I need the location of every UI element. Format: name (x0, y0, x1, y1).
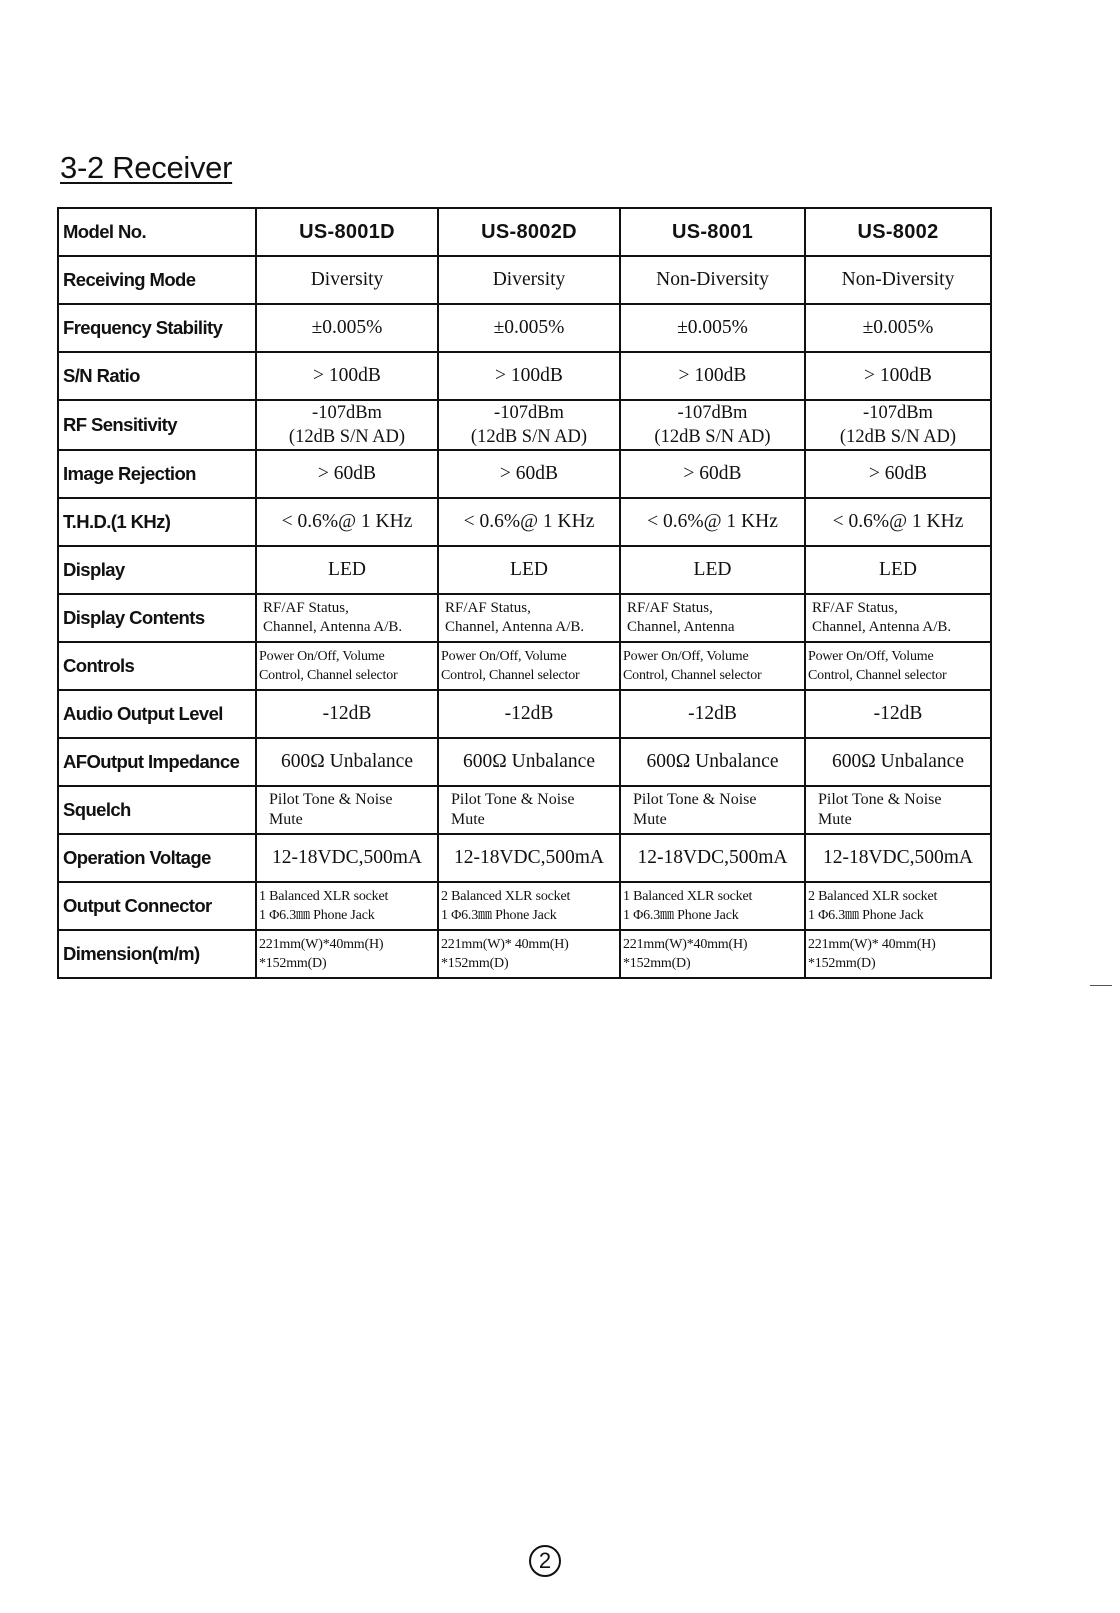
spec-value-line: Pilot Tone & Noise (269, 791, 393, 808)
row-label: Display Contents (58, 594, 256, 642)
spec-value-line: 1 Φ6.3㎜ Phone Jack (259, 908, 375, 923)
spec-value-line: LED (510, 559, 548, 580)
spec-value-line: < 0.6%@ 1 KHz (463, 511, 595, 532)
spec-value (256, 738, 438, 786)
spec-row (58, 690, 991, 738)
page-number: 2 (529, 1545, 561, 1577)
row-label: Output Connector (58, 882, 256, 930)
model-header: US-8002D (438, 208, 620, 256)
spec-value-line: Pilot Tone & Noise (633, 791, 757, 808)
spec-value (620, 546, 805, 594)
spec-value-line: Channel, Antenna (627, 619, 735, 635)
spec-value-line: < 0.6%@ 1 KHz (647, 511, 778, 532)
spec-value (620, 930, 805, 978)
spec-value-line: > 60dB (499, 463, 559, 484)
spec-value (256, 450, 438, 498)
spec-value-line: 12-18VDC,500mA (822, 847, 974, 868)
spec-value-line: Non-Diversity (841, 269, 955, 290)
spec-value-line: (12dB S/N AD) (288, 427, 406, 447)
spec-value (805, 834, 991, 882)
spec-value-line: < 0.6%@ 1 KHz (832, 511, 964, 532)
spec-value-line: Power On/Off, Volume (808, 649, 934, 664)
spec-value-line: Channel, Antenna A/B. (445, 619, 585, 635)
spec-value (256, 930, 438, 978)
row-label: Audio Output Level (58, 690, 256, 738)
spec-value (256, 642, 438, 690)
spec-row (58, 930, 991, 978)
spec-value-line: *152mm(D) (441, 956, 509, 971)
spec-value-line: *152mm(D) (259, 956, 327, 971)
spec-value (805, 498, 991, 546)
spec-value-line: Mute (451, 811, 485, 828)
spec-value-line: *152mm(D) (808, 956, 876, 971)
spec-value-line: 1 Φ6.3㎜ Phone Jack (441, 908, 557, 923)
spec-value-line: Non-Diversity (656, 269, 769, 290)
spec-value (438, 304, 620, 352)
row-label: Frequency Stability (58, 304, 256, 352)
row-label: T.H.D.(1 KHz) (58, 498, 256, 546)
spec-value-line: Power On/Off, Volume (623, 649, 749, 664)
spec-value (438, 882, 620, 930)
row-label: AFOutput Impedance (58, 738, 256, 786)
spec-value-line: RF/AF Status, (812, 600, 898, 616)
spec-value-line: -107dBm (494, 403, 564, 423)
row-label: Model No. (58, 208, 256, 256)
spec-value-line: 12-18VDC,500mA (271, 847, 423, 868)
spec-value-line: Channel, Antenna A/B. (812, 619, 952, 635)
spec-value-line: 221mm(W)*40mm(H) (259, 937, 384, 952)
spec-value (805, 594, 991, 642)
spec-value (805, 546, 991, 594)
spec-value (620, 352, 805, 400)
spec-value (438, 400, 620, 450)
spec-value (620, 256, 805, 304)
spec-value (256, 352, 438, 400)
spec-value-line: Mute (269, 811, 303, 828)
row-label: S/N Ratio (58, 352, 256, 400)
spec-value-line: -107dBm (312, 403, 382, 423)
row-label: Dimension(m/m) (58, 930, 256, 978)
spec-value-line: RF/AF Status, (445, 600, 531, 616)
spec-value (620, 498, 805, 546)
spec-value (620, 882, 805, 930)
spec-value (256, 498, 438, 546)
spec-value (256, 786, 438, 834)
spec-row (58, 498, 991, 546)
page-title: 3-2 Receiver (60, 150, 233, 185)
spec-value (805, 352, 991, 400)
spec-value (256, 256, 438, 304)
spec-value-line: 600Ω Unbalance (463, 751, 595, 772)
spec-rows (58, 256, 991, 978)
spec-value (805, 690, 991, 738)
spec-value (438, 546, 620, 594)
receiver-spec-table (57, 207, 992, 979)
spec-value-line: 221mm(W)* 40mm(H) (808, 937, 936, 952)
spec-value (620, 304, 805, 352)
spec-value-line: -12dB (688, 703, 737, 724)
spec-value-line: (12dB S/N AD) (470, 427, 588, 447)
spec-value-line: 12-18VDC,500mA (453, 847, 605, 868)
spec-value-line: 1 Balanced XLR socket (259, 889, 389, 904)
model-header: US-8001 (620, 208, 805, 256)
margin-mark (1090, 985, 1112, 986)
spec-value-line: ±0.005% (677, 317, 748, 338)
spec-value (256, 546, 438, 594)
row-label: RF Sensitivity (58, 400, 256, 450)
spec-value-line: ±0.005% (311, 317, 383, 338)
spec-value-line: Mute (818, 811, 852, 828)
spec-value (805, 642, 991, 690)
spec-value-line: Pilot Tone & Noise (451, 791, 575, 808)
spec-value (620, 690, 805, 738)
spec-value (805, 786, 991, 834)
spec-value-line: Power On/Off, Volume (441, 649, 567, 664)
row-label: Display (58, 546, 256, 594)
row-label: Operation Voltage (58, 834, 256, 882)
spec-value (256, 594, 438, 642)
spec-value-line: 12-18VDC,500mA (637, 847, 788, 868)
spec-value (256, 834, 438, 882)
spec-value-line: > 100dB (678, 365, 747, 386)
spec-value-line: Control, Channel selector (441, 668, 580, 683)
spec-row (58, 352, 991, 400)
spec-value-line: (12dB S/N AD) (839, 427, 957, 447)
spec-value (438, 930, 620, 978)
spec-value-line: 600Ω Unbalance (646, 751, 779, 772)
spec-row (58, 594, 991, 642)
spec-value-line: RF/AF Status, (263, 600, 349, 616)
spec-row (58, 400, 991, 450)
spec-row (58, 642, 991, 690)
spec-value-line: 1 Φ6.3㎜ Phone Jack (808, 908, 924, 923)
spec-row (58, 738, 991, 786)
spec-row (58, 882, 991, 930)
spec-value (805, 738, 991, 786)
spec-value-line: Diversity (492, 269, 566, 290)
spec-value (805, 930, 991, 978)
spec-value-line: -107dBm (677, 403, 748, 423)
spec-value-line: -12dB (322, 703, 372, 724)
spec-value-line: 1 Balanced XLR socket (623, 889, 753, 904)
spec-value-line: Mute (633, 811, 667, 828)
spec-value-line: 221mm(W)* 40mm(H) (441, 937, 569, 952)
spec-value (256, 400, 438, 450)
spec-row (58, 450, 991, 498)
spec-value-line: RF/AF Status, (627, 600, 713, 616)
spec-value-line: > 60dB (868, 463, 928, 484)
row-label: Image Rejection (58, 450, 256, 498)
spec-value (256, 304, 438, 352)
spec-row (58, 256, 991, 304)
spec-value (438, 834, 620, 882)
spec-value (256, 882, 438, 930)
spec-value-line: LED (879, 559, 917, 580)
spec-value-line: > 100dB (313, 365, 381, 386)
spec-value-line: 600Ω Unbalance (832, 751, 964, 772)
spec-value-line: > 100dB (495, 365, 563, 386)
spec-value-line: < 0.6%@ 1 KHz (281, 511, 413, 532)
spec-value-line: Control, Channel selector (623, 668, 762, 683)
spec-value-line: Power On/Off, Volume (259, 649, 385, 664)
spec-value (805, 256, 991, 304)
spec-value (620, 450, 805, 498)
spec-value (438, 450, 620, 498)
spec-value-line: *152mm(D) (623, 956, 691, 971)
spec-value-line: ±0.005% (862, 317, 934, 338)
spec-value (438, 594, 620, 642)
spec-value (620, 834, 805, 882)
spec-value-line: 221mm(W)*40mm(H) (623, 937, 748, 952)
spec-value-line: > 60dB (317, 463, 377, 484)
spec-value (438, 352, 620, 400)
spec-value (256, 690, 438, 738)
row-label: Receiving Mode (58, 256, 256, 304)
model-header: US-8002 (805, 208, 991, 256)
spec-value (620, 642, 805, 690)
spec-row (58, 834, 991, 882)
model-header-row (58, 208, 991, 256)
spec-row (58, 546, 991, 594)
spec-value (620, 738, 805, 786)
spec-value-line: ±0.005% (493, 317, 565, 338)
spec-row (58, 786, 991, 834)
spec-value-line: Channel, Antenna A/B. (263, 619, 403, 635)
spec-value-line: -12dB (504, 703, 554, 724)
spec-value-line: 2 Balanced XLR socket (808, 889, 938, 904)
spec-value-line: 2 Balanced XLR socket (441, 889, 571, 904)
spec-value (438, 690, 620, 738)
spec-value (805, 450, 991, 498)
spec-value (620, 594, 805, 642)
row-label: Controls (58, 642, 256, 690)
spec-value (805, 304, 991, 352)
spec-value-line: (12dB S/N AD) (654, 427, 771, 447)
spec-value-line: -107dBm (863, 403, 933, 423)
spec-value (805, 400, 991, 450)
spec-value-line: Diversity (310, 269, 384, 290)
spec-value-line: 600Ω Unbalance (281, 751, 413, 772)
model-header: US-8001D (256, 208, 438, 256)
spec-row (58, 304, 991, 352)
spec-value-line: > 60dB (683, 463, 742, 484)
spec-value (620, 400, 805, 450)
spec-value-line: LED (328, 559, 366, 580)
spec-value-line: Pilot Tone & Noise (818, 791, 942, 808)
spec-value-line: Control, Channel selector (808, 668, 947, 683)
spec-value-line: -12dB (873, 703, 923, 724)
spec-value-line: Control, Channel selector (259, 668, 398, 683)
spec-value (438, 738, 620, 786)
spec-value (805, 882, 991, 930)
spec-value (438, 498, 620, 546)
spec-value (438, 642, 620, 690)
spec-value (620, 786, 805, 834)
spec-value (438, 256, 620, 304)
row-label: Squelch (58, 786, 256, 834)
spec-value-line: 1 Φ6.3㎜ Phone Jack (623, 908, 739, 923)
spec-value-line: > 100dB (864, 365, 932, 386)
spec-value-line: LED (693, 559, 732, 580)
spec-value (438, 786, 620, 834)
